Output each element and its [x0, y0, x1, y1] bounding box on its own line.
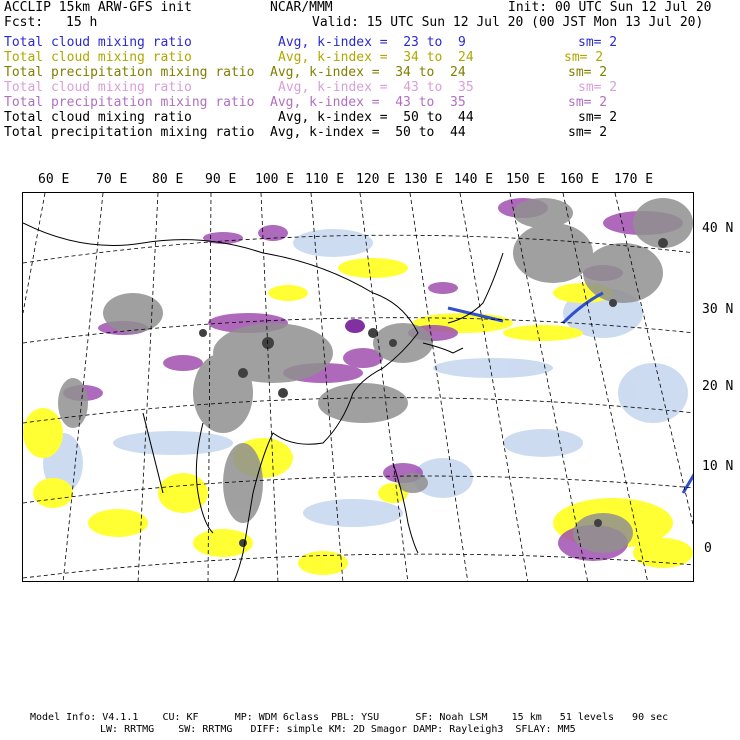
field-name: Total cloud mixing ratio	[4, 50, 192, 65]
forecast-label: Fcst:	[4, 15, 44, 30]
model-info-line1: Model Info: V4.1.1 CU: KF MP: WDM 6class PBL: YSU SF: Noah LSM 15 km 51 levels 90 sec	[30, 712, 669, 723]
lon-label: 150 E	[506, 172, 546, 187]
field-sm: sm= 2	[578, 35, 618, 50]
field-sm: sm= 2	[568, 65, 608, 80]
lat-label: 10 N	[702, 459, 734, 474]
organization-label: NCAR/MMM	[270, 0, 333, 15]
field-sm: sm= 2	[568, 125, 608, 140]
lat-label: 20 N	[702, 379, 734, 394]
lon-label: 60 E	[38, 172, 70, 187]
field-name: Total cloud mixing ratio	[4, 80, 192, 95]
field-name: Total precipitation mixing ratio	[4, 65, 255, 80]
lon-label: 70 E	[96, 172, 128, 187]
lon-label: 80 E	[152, 172, 184, 187]
lon-label: 110 E	[305, 172, 345, 187]
lon-label: 160 E	[560, 172, 600, 187]
lon-label: 140 E	[454, 172, 494, 187]
init-time: Init: 00 UTC Sun 12 Jul 20	[508, 0, 712, 15]
intense-precip-cell	[345, 319, 365, 333]
lat-label: 0	[704, 541, 712, 556]
field-name: Total precipitation mixing ratio	[4, 95, 255, 110]
model-info-line2: LW: RRTMG SW: RRTMG DIFF: simple KM: 2D Smagor DAMP: Rayleigh3 SFLAY: MM5	[100, 724, 576, 735]
lat-label: 30 N	[702, 302, 734, 317]
field-avg: Avg, k-index = 50 to 44	[270, 125, 466, 140]
plot-title: ACCLIP 15km ARW-GFS init	[4, 0, 192, 15]
field-avg: Avg, k-index = 43 to 35	[270, 95, 466, 110]
field-avg: Avg, k-index = 34 to 24	[278, 50, 474, 65]
map-panel	[22, 192, 694, 582]
lon-label: 100 E	[255, 172, 295, 187]
valid-time: Valid: 15 UTC Sun 12 Jul 20 (00 JST Mon 13 Jul 20)	[312, 15, 704, 30]
lat-label: 40 N	[702, 221, 734, 236]
map-canvas	[23, 193, 694, 582]
field-avg: Avg, k-index = 23 to 9	[278, 35, 466, 50]
lon-label: 120 E	[356, 172, 396, 187]
lon-label: 90 E	[205, 172, 237, 187]
field-sm: sm= 2	[564, 50, 604, 65]
field-sm: sm= 2	[568, 95, 608, 110]
field-name: Total cloud mixing ratio	[4, 35, 192, 50]
lon-label: 170 E	[614, 172, 654, 187]
forecast-hour: 15 h	[66, 15, 98, 30]
field-avg: Avg, k-index = 34 to 24	[270, 65, 466, 80]
field-sm: sm= 2	[578, 110, 618, 125]
field-name: Total precipitation mixing ratio	[4, 125, 255, 140]
lon-label: 130 E	[404, 172, 444, 187]
field-avg: Avg, k-index = 43 to 35	[278, 80, 474, 95]
field-name: Total cloud mixing ratio	[4, 110, 192, 125]
field-avg: Avg, k-index = 50 to 44	[278, 110, 474, 125]
field-sm: sm= 2	[578, 80, 618, 95]
